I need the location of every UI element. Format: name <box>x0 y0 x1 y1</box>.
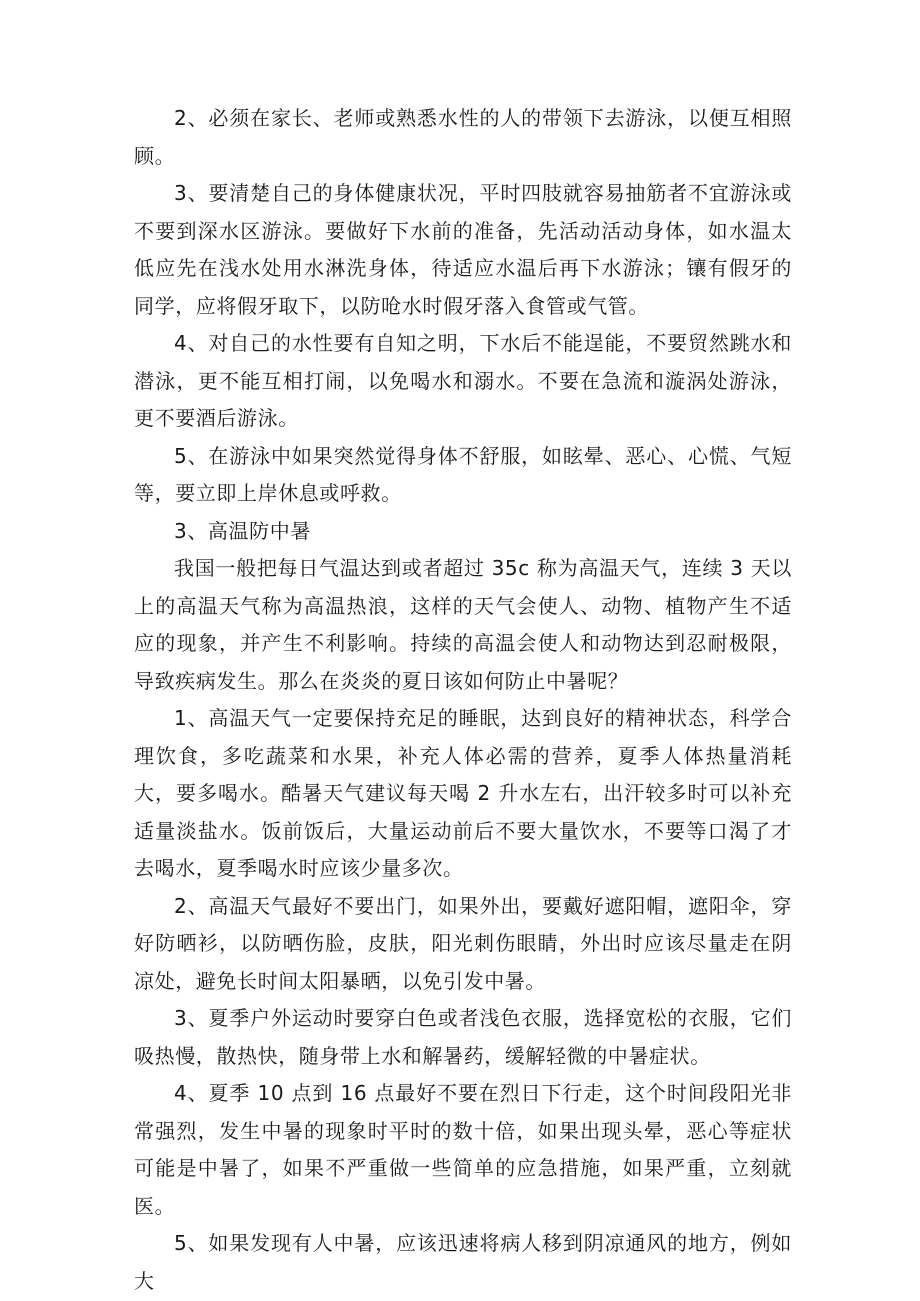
section-heading-heatstroke: 3、高温防中暑 <box>174 518 311 543</box>
paragraph-heat-rule-1: 1、高温天气一定要保持充足的睡眠，达到良好的精神状态，科学合理饮食，多吃蔬菜和水果，补充人体必需的营养，夏季人体热量消耗大，要多喝水。酷暑天气建议每天喝 2 升水左右，出汗较多时可以补充适量淡盐水。饭前饭后，大量运动前后不要大量饮水，不要等口渴了才去喝水，夏季喝水时应该少量多次。 <box>134 706 792 880</box>
paragraph-heat-rule-3: 3、夏季户外运动时要穿白色或者浅色衣服，选择宽松的衣服，它们吸热慢，散热快，随身带上水和解暑药，缓解轻微的中暑症状。 <box>134 1006 792 1068</box>
paragraph-heat-rule-4: 4、夏季 10 点到 16 点最好不要在烈日下行走，这个时间段阳光非常强烈，发生中暑的现象时平时的数十倍，如果出现头晕，恶心等症状可能是中暑了，如果不严重做一些简单的应急措施，如果严重，立刻就医。 <box>134 1081 792 1218</box>
paragraph-swim-rule-3: 3、要清楚自己的身体健康状况，平时四肢就容易抽筋者不宜游泳或不要到深水区游泳。要做好下水前的准备，先活动活动身体，如水温太低应先在浅水处用水淋洗身体，待适应水温后再下水游泳；镶有假牙的同学，应将假牙取下，以防呛水时假牙落入食管或气管。 <box>134 181 792 318</box>
paragraph-heat-rule-2: 2、高温天气最好不要出门，如果外出，要戴好遮阳帽，遮阳伞，穿好防晒衫，以防晒伤脸，皮肤，阳光刺伤眼睛，外出时应该尽量走在阴凉处，避免长时间太阳暴晒，以免引发中暑。 <box>134 893 792 993</box>
paragraph-swim-rule-4: 4、对自己的水性要有自知之明，下水后不能逞能，不要贸然跳水和潜泳，更不能互相打闹，以免喝水和溺水。不要在急流和漩涡处游泳，更不要酒后游泳。 <box>134 331 792 430</box>
paragraph-heat-intro: 我国一般把每日气温达到或者超过 35c 称为高温天气，连续 3 天以上的高温天气称为高温热浪，这样的天气会使人、动物、植物产生不适应的现象，并产生不利影响。持续的高温会使人和动物达到忍耐极限，导致疾病发生。那么在炎炎的夏日该如何防止中暑呢？ <box>134 556 792 693</box>
paragraph-heat-rule-5: 5、如果发现有人中暑，应该迅速将病人移到阴凉通风的地方，例如大 <box>134 1231 792 1293</box>
paragraph-swim-rule-5: 5、在游泳中如果突然觉得身体不舒服，如眩晕、恶心、心慌、气短等，要立即上岸休息或呼救。 <box>134 443 792 505</box>
paragraph-swim-rule-2: 2、必须在家长、老师或熟悉水性的人的带领下去游泳，以便互相照顾。 <box>134 106 792 168</box>
document-body <box>134 100 792 1300</box>
